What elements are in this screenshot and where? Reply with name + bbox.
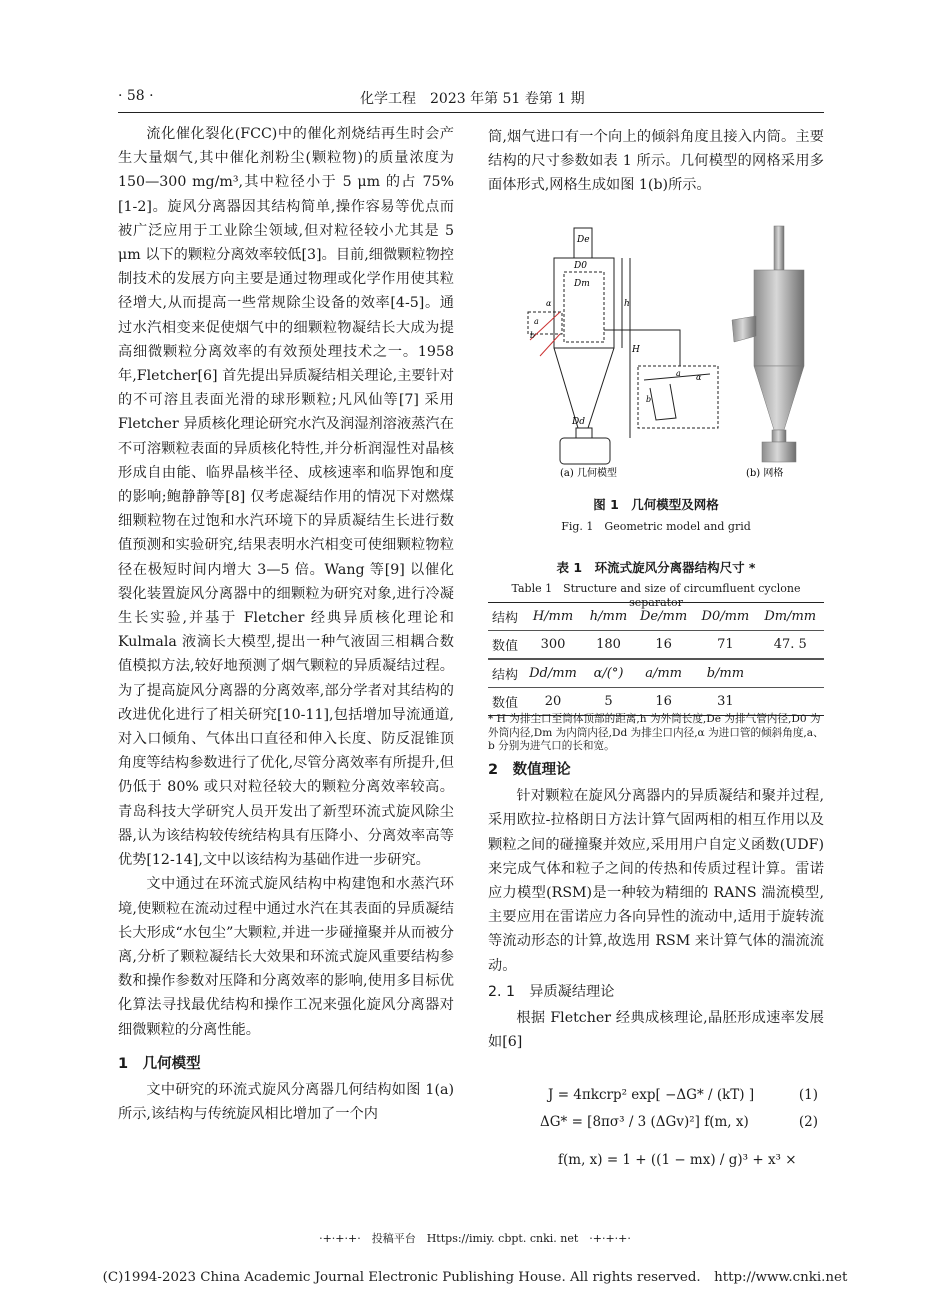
submission-footer: ·+·+·+· 投稿平台 Https://imiy. cbpt. cnki. net ·+·+·+· [319, 1232, 631, 1245]
label-alpha: α [546, 299, 552, 308]
table-cell: 16 [633, 688, 694, 716]
table-row [488, 688, 824, 716]
label-Dm: Dm [574, 279, 590, 289]
journal-header: 化学工程 2023 年第 51 卷第 1 期 [360, 91, 585, 107]
label-a: a [534, 317, 539, 326]
section-heading-1: 1 几何模型 [118, 1055, 201, 1072]
subcaption-a: (a) 几何模型 [560, 468, 617, 479]
mesh-hopper [762, 442, 796, 462]
figure-1 [500, 220, 820, 490]
equation-2-body: ΔG* = [8πσ³ / 3 (ΔGv)²] f(m, x) [540, 1114, 749, 1130]
label-H: H [632, 345, 640, 355]
header-rule [118, 112, 824, 113]
subsection-heading-2-1: 2. 1 异质凝结理论 [488, 983, 615, 1000]
table-1 [488, 602, 824, 716]
equation-1-body: J = 4πkcrp² exp[ −ΔG* / (kT) ] [548, 1087, 755, 1103]
table-cell: α/(°) [584, 659, 633, 688]
mesh-inlet [732, 316, 756, 342]
equation-3 [488, 1152, 824, 1174]
label-a-detail: a [676, 369, 681, 378]
intro-paragraph-1: 流化催化裂化(FCC)中的催化剂烧结再生时会产生大量烟气,其中催化剂粉尘(颗粒物)的质量浓度为 150—300 mg/m³,其中粒径小于 5 μm 的占 75%[1-2]。旋风分离器因其结构简单,操作容易等优点而被广泛应用于工业除尘领域,但对粒径较小尤其是 5 μm 以下的颗粒分离效率较低[3]。目前,细微颗粒物控制技术的发展方向主要是通过物理或化学作用使其粒径增大,从而提高一些常规除尘设备的效率[4-5]。通过水汽相变来促使烟气中的细颗粒物凝结长大成为提高细微颗粒分离效率的有效预处理技术之一。1958 年,Fletcher[6] 首先提出异质凝结相关理论,主要针对的不可溶且表面光滑的球形颗粒;凡风仙等[7] 采用 Fletcher 异质核化理论研究水汽及润湿剂溶液蒸汽在不可溶颗粒表面的异质核化特性,并分析润湿性对晶核形成自由能、临界晶核半径、成核速率和临界饱和度的影响;鲍静静等[8] 仅考虑凝结作用的情况下对燃煤细颗粒物在过饱和水汽环境下的异质凝结生长进行数值预测和实验研究,结果表明水汽相变可使细颗粒物粒径在极短时间内增大 3—5 倍。Wang 等[9] 以催化裂化装置旋风分离器中的细颗粒为研究对象,进行冷凝生长实验,并基于 Fletcher 经典异质核化理论和 Kulmala 液滴长大模型,提出一种气液固三相耦合数值模拟方法,较好地预测了烟气颗粒的异质凝结过程。为了提高旋风分离器的分离效率,部分学者对其结构的改进优化进行了相关研究[10-11],包括增加导流通道,对入口倾角、气体出口直径和伸入长度、防反混锥顶角度等结构参数进行了优化,尽管分离效率有所提升,但仍低于 80% 或只对粒径较大的颗粒分离效率较高。青岛科技大学研究人员开发出了新型环流式旋风除尘器,认为该结构较传统结构具有压降小、分离效率高等优势[12-14],文中以该结构为基础作进一步研究。 [118, 126, 454, 869]
table-cell: 31 [694, 688, 756, 716]
label-h: h [624, 299, 630, 309]
table-cell: D0/mm [694, 603, 756, 631]
table-cell: 5 [584, 688, 633, 716]
dust-outlet [576, 428, 592, 438]
table-cell: 20 [522, 688, 584, 716]
table-cell: h/mm [584, 603, 633, 631]
dust-hopper [560, 438, 610, 464]
mesh-exhaust [774, 226, 784, 270]
table-1-caption: 表 1 环流式旋风分离器结构尺寸 * [556, 560, 756, 575]
copyright-line: (C)1994-2023 China Academic Journal Electronic Publishing House. All rights reserved. http://www.cnki.net [102, 1270, 848, 1285]
mesh-cone [754, 366, 804, 430]
section-1-paragraph: 文中研究的环流式旋风分离器几何结构如图 1(a)所示,该结构与传统旋风相比增加了一个内 [118, 1081, 454, 1123]
table-cell: 71 [694, 631, 756, 660]
page-number: · 58 · [118, 88, 154, 104]
equation-1-number: (1) [798, 1087, 818, 1103]
label-D0: D0 [574, 261, 587, 271]
table-cell: 结构 [488, 603, 522, 631]
equation-2-number: (2) [798, 1114, 818, 1130]
label-b: b [530, 331, 536, 340]
table-cell: H/mm [522, 603, 584, 631]
table-cell [756, 688, 824, 716]
label-De: De [577, 235, 590, 245]
right-column-top [488, 125, 824, 198]
table-cell: 数值 [488, 631, 522, 660]
table-cell: Dm/mm [756, 603, 824, 631]
subsection-2-1-paragraph: 根据 Fletcher 经典成核理论,晶胚形成速率发展如[6] [488, 1010, 824, 1051]
mesh-outlet [772, 430, 786, 442]
cone [554, 348, 614, 428]
equation-2 [488, 1114, 824, 1136]
figure-1-caption-en: Fig. 1 Geometric model and grid [561, 520, 751, 533]
table-1-note: * H 为排尘口至筒体顶部的距离,h 为外筒长度,De 为排气管内径,D0 为外筒内径,Dm 为内筒内径,Dd 为排尘口内径,α 为进口管的倾斜角度,a、b 分别为进气口的长和宽。 [488, 713, 824, 752]
table-cell: 47. 5 [756, 631, 824, 660]
table-1-caption-en: Table 1 Structure and size of circumfluent cyclone separator [511, 582, 801, 609]
table-cell: De/mm [633, 603, 694, 631]
table-cell [756, 659, 824, 688]
continued-paragraph: 筒,烟气进口有一个向上的倾斜角度且接入内筒。主要结构的尺寸参数如表 1 所示。几何模型的网格采用多面体形式,网格生成如图 1(b)所示。 [488, 129, 824, 194]
label-b-detail: b [646, 395, 652, 404]
table-cell: 16 [633, 631, 694, 660]
right-column-bottom [488, 748, 824, 1054]
table-row [488, 631, 824, 660]
section-2-paragraph: 针对颗粒在旋风分离器内的异质凝结和聚并过程,采用欧拉-拉格朗日方法计算气固两相的相互作用以及颗粒之间的碰撞聚并效应,采用用户自定义函数(UDF)来完成气体和粒子之间的传热和传质过程计算。雷诺应力模型(RSM)是一种较为精细的 RANS 湍流模型,主要应用在雷诺应力各向异性的流动中,适用于旋转流等流动形态的计算,故选用 RSM 来计算气体的湍流流动。 [488, 788, 824, 974]
equation-3-body: f(m, x) = 1 + ((1 − mx) / g)³ + x³ × [558, 1152, 797, 1168]
table-cell: 数值 [488, 688, 522, 716]
subcaption-b: (b) 网格 [746, 468, 784, 479]
mesh-cylinder [754, 270, 804, 366]
leader-line [604, 330, 680, 366]
left-column [118, 122, 454, 1126]
figure-1-caption: 图 1 几何模型及网格 [593, 497, 719, 512]
label-Dd: Dd [572, 417, 585, 427]
intro-paragraph-2: 文中通过在环流式旋风结构中构建饱和水蒸汽环境,使颗粒在流动过程中通过水汽在其表面的异质凝结长大形成“水包尘”大颗粒,并进一步碰撞聚并从而被分离,分析了颗粒凝结长大效果和环流式旋风重要结构参数和操作参数对压降和分离效率的影响,使用多目标优化算法寻找最优结构和操作工况来强化旋风分离器对细微颗粒的分离性能。 [118, 876, 454, 1038]
table-cell: Dd/mm [522, 659, 584, 688]
table-cell: 结构 [488, 659, 522, 688]
table-cell: 180 [584, 631, 633, 660]
section-heading-2: 2 数值理论 [488, 762, 571, 778]
equation-1 [488, 1087, 824, 1109]
label-alpha-detail: α [696, 373, 702, 382]
table-cell: b/mm [694, 659, 756, 688]
table-cell: a/mm [633, 659, 694, 688]
table-row [488, 603, 824, 631]
table-cell: 300 [522, 631, 584, 660]
table-row [488, 659, 824, 688]
mesh-drawing [732, 226, 804, 462]
geometric-model-drawing [528, 228, 718, 464]
